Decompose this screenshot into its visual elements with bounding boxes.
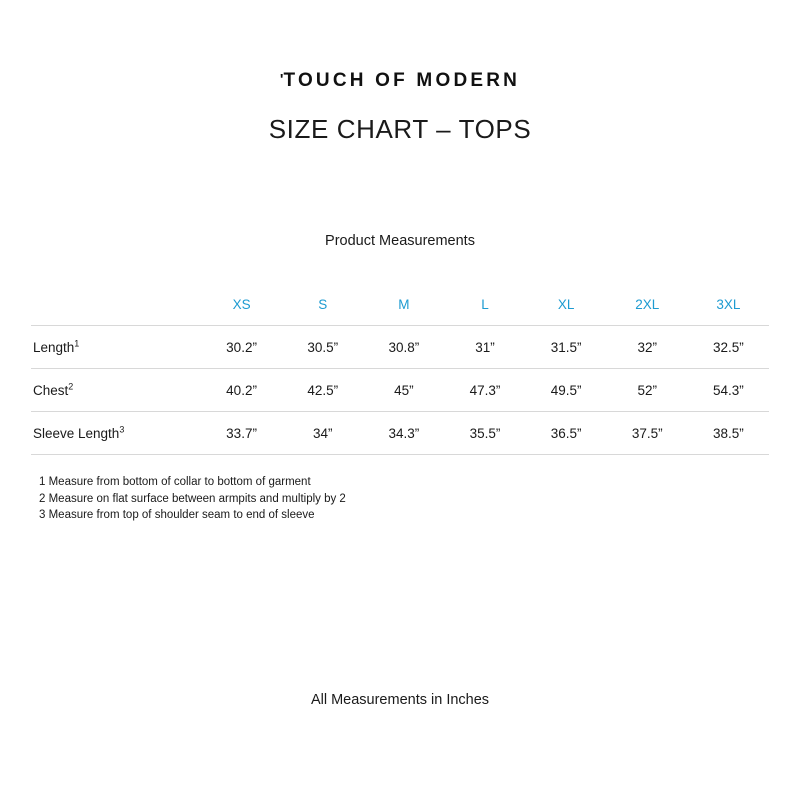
cell-chest-l: 47.3”: [469, 382, 501, 398]
column-header-s: S: [318, 296, 328, 312]
cell-sleeve-s: 34”: [312, 425, 333, 441]
cell-chest-s: 42.5”: [307, 382, 339, 398]
brand-wordmark: [0, 70, 800, 92]
cell-length-xl: 31.5”: [550, 339, 582, 355]
cell-chest-xl: 49.5”: [550, 382, 582, 398]
cell-chest-3xl: 54.3”: [713, 382, 744, 398]
table-header: [31, 283, 769, 326]
cell-chest-2xl: 52”: [637, 382, 658, 398]
cell-sleeve-2xl: 37.5”: [631, 425, 663, 441]
row-label-text: Chest: [33, 382, 69, 398]
footnotes: [39, 474, 539, 524]
row-label-sleeve-length: [31, 412, 201, 455]
page-title: SIZE CHART – TOPS: [268, 114, 532, 144]
cell-length-xs: 30.2”: [226, 339, 257, 355]
cell-sleeve-xl: 36.5”: [550, 425, 582, 441]
cell-chest-xs: 40.2”: [226, 382, 257, 398]
footnote-2: 2 Measure on flat surface between armpits and multiply by 2: [39, 492, 346, 505]
cell-sleeve-l: 35.5”: [469, 425, 501, 441]
units-note: All Measurements in Inches: [310, 692, 490, 708]
table-row: [31, 369, 769, 412]
footnote-1: 1 Measure from bottom of collar to bottom of garment: [39, 476, 311, 488]
brand-name: TOUCH OF MODERN: [283, 70, 521, 91]
column-header-m: M: [398, 296, 410, 312]
measurements-table: [31, 283, 769, 455]
table-body: [31, 326, 769, 455]
table-row: [31, 326, 769, 369]
cell-length-m: 30.8”: [388, 339, 420, 355]
row-footnote-marker: 1: [74, 338, 80, 348]
column-header-l: L: [481, 296, 489, 312]
column-header-xs: XS: [232, 296, 251, 312]
apostrophe-mark: ': [279, 71, 284, 88]
table-corner-cell: [31, 283, 201, 326]
column-header-3xl: 3XL: [716, 296, 741, 312]
column-header-xl: XL: [557, 296, 575, 312]
cell-length-s: 30.5”: [307, 339, 339, 355]
cell-sleeve-3xl: 38.5”: [713, 425, 744, 441]
table-header-row: [31, 283, 769, 326]
row-label-length: [31, 326, 201, 369]
cell-length-l: 31”: [475, 339, 495, 355]
row-label-text: Length: [33, 339, 75, 355]
cell-length-3xl: 32.5”: [713, 339, 744, 355]
table-row: [31, 412, 769, 455]
cell-length-2xl: 32”: [637, 339, 658, 355]
row-label-chest: [31, 369, 201, 412]
row-footnote-marker: 2: [68, 381, 74, 391]
cell-chest-m: 45”: [394, 382, 414, 398]
cell-sleeve-m: 34.3”: [388, 425, 420, 441]
row-label-text: Sleeve Length: [33, 425, 120, 441]
footnote-3: 3 Measure from top of shoulder seam to end of sleeve: [39, 509, 315, 521]
row-footnote-marker: 3: [119, 424, 125, 434]
cell-sleeve-xs: 33.7”: [226, 425, 257, 441]
measurements-table-wrapper: [31, 283, 769, 455]
column-header-2xl: 2XL: [635, 296, 660, 312]
section-title: Product Measurements: [325, 233, 475, 249]
